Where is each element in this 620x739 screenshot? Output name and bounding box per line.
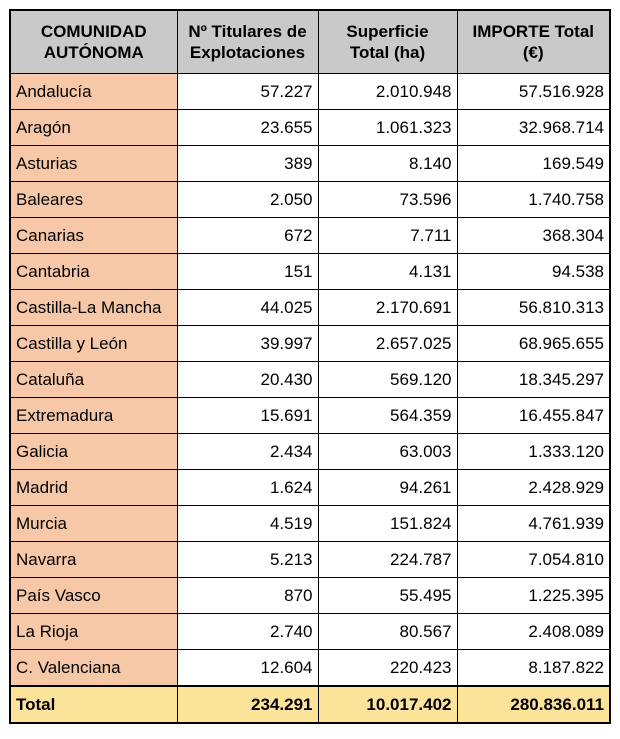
total-titulares: 234.291 [177,686,318,723]
header-importe [457,10,610,74]
importe-cell: 56.810.313 [457,290,610,326]
data-table [9,9,611,724]
importe-cell: 1.333.120 [457,434,610,470]
region-cell: Cantabria [10,254,177,290]
header-row [10,10,610,74]
region-cell: Extremadura [10,398,177,434]
superficie-cell: 7.711 [318,218,457,254]
titulares-cell: 672 [177,218,318,254]
table-row [10,254,610,290]
titulares-cell: 12.604 [177,650,318,687]
titulares-cell: 20.430 [177,362,318,398]
region-cell: Navarra [10,542,177,578]
superficie-cell: 94.261 [318,470,457,506]
importe-cell: 1.225.395 [457,578,610,614]
table-row [10,74,610,110]
region-cell: Aragón [10,110,177,146]
table-container [9,9,611,724]
table-row [10,614,610,650]
table-row [10,326,610,362]
table-row [10,110,610,146]
header-titulares-line2: Explotaciones [189,43,306,62]
titulares-cell: 44.025 [177,290,318,326]
table-row [10,218,610,254]
titulares-cell: 39.997 [177,326,318,362]
titulares-cell: 15.691 [177,398,318,434]
region-cell: La Rioja [10,614,177,650]
header-superficie-line2: Total (ha) [349,43,426,62]
region-cell: Castilla y León [10,326,177,362]
table-row [10,398,610,434]
superficie-cell: 80.567 [318,614,457,650]
superficie-cell: 564.359 [318,398,457,434]
superficie-cell: 151.824 [318,506,457,542]
superficie-cell: 224.787 [318,542,457,578]
superficie-cell: 2.657.025 [318,326,457,362]
titulares-cell: 151 [177,254,318,290]
header-titulares [177,10,318,74]
total-superficie: 10.017.402 [318,686,457,723]
importe-cell: 4.761.939 [457,506,610,542]
region-cell: Murcia [10,506,177,542]
importe-cell: 68.965.655 [457,326,610,362]
titulares-cell: 4.519 [177,506,318,542]
superficie-cell: 55.495 [318,578,457,614]
titulares-cell: 1.624 [177,470,318,506]
header-comunidad-line1: COMUNIDAD [40,22,147,41]
titulares-cell: 389 [177,146,318,182]
table-row [10,542,610,578]
importe-cell: 368.304 [457,218,610,254]
region-cell: C. Valenciana [10,650,177,687]
header-comunidad-line2: AUTÓNOMA [43,43,144,62]
titulares-cell: 23.655 [177,110,318,146]
region-cell: Galicia [10,434,177,470]
region-cell: País Vasco [10,578,177,614]
header-importe-line1: IMPORTE Total [472,22,594,41]
header-comunidad [10,10,177,74]
header-superficie [318,10,457,74]
header-importe-line2: (€) [522,43,544,62]
table-row [10,470,610,506]
titulares-cell: 57.227 [177,74,318,110]
superficie-cell: 4.131 [318,254,457,290]
superficie-cell: 73.596 [318,182,457,218]
table-row [10,182,610,218]
table-body [10,74,610,687]
region-cell: Asturias [10,146,177,182]
importe-cell: 8.187.822 [457,650,610,687]
superficie-cell: 220.423 [318,650,457,687]
superficie-cell: 569.120 [318,362,457,398]
table-row [10,578,610,614]
titulares-cell: 2.050 [177,182,318,218]
importe-cell: 2.408.089 [457,614,610,650]
table-row [10,434,610,470]
titulares-cell: 2.740 [177,614,318,650]
superficie-cell: 2.170.691 [318,290,457,326]
region-cell: Cataluña [10,362,177,398]
total-row [10,686,610,723]
header-titulares-line1: Nº Titulares de [188,22,307,41]
superficie-cell: 8.140 [318,146,457,182]
importe-cell: 2.428.929 [457,470,610,506]
importe-cell: 7.054.810 [457,542,610,578]
superficie-cell: 2.010.948 [318,74,457,110]
table-row [10,146,610,182]
superficie-cell: 1.061.323 [318,110,457,146]
table-row [10,362,610,398]
titulares-cell: 2.434 [177,434,318,470]
titulares-cell: 5.213 [177,542,318,578]
importe-cell: 169.549 [457,146,610,182]
total-label: Total [10,686,177,723]
titulares-cell: 870 [177,578,318,614]
total-importe: 280.836.011 [457,686,610,723]
superficie-cell: 63.003 [318,434,457,470]
region-cell: Andalucía [10,74,177,110]
table-row [10,506,610,542]
header-superficie-line1: Superficie [346,22,429,41]
importe-cell: 1.740.758 [457,182,610,218]
region-cell: Baleares [10,182,177,218]
importe-cell: 94.538 [457,254,610,290]
importe-cell: 57.516.928 [457,74,610,110]
region-cell: Canarias [10,218,177,254]
region-cell: Madrid [10,470,177,506]
importe-cell: 32.968.714 [457,110,610,146]
importe-cell: 18.345.297 [457,362,610,398]
importe-cell: 16.455.847 [457,398,610,434]
region-cell: Castilla-La Mancha [10,290,177,326]
table-row [10,290,610,326]
table-row [10,650,610,687]
